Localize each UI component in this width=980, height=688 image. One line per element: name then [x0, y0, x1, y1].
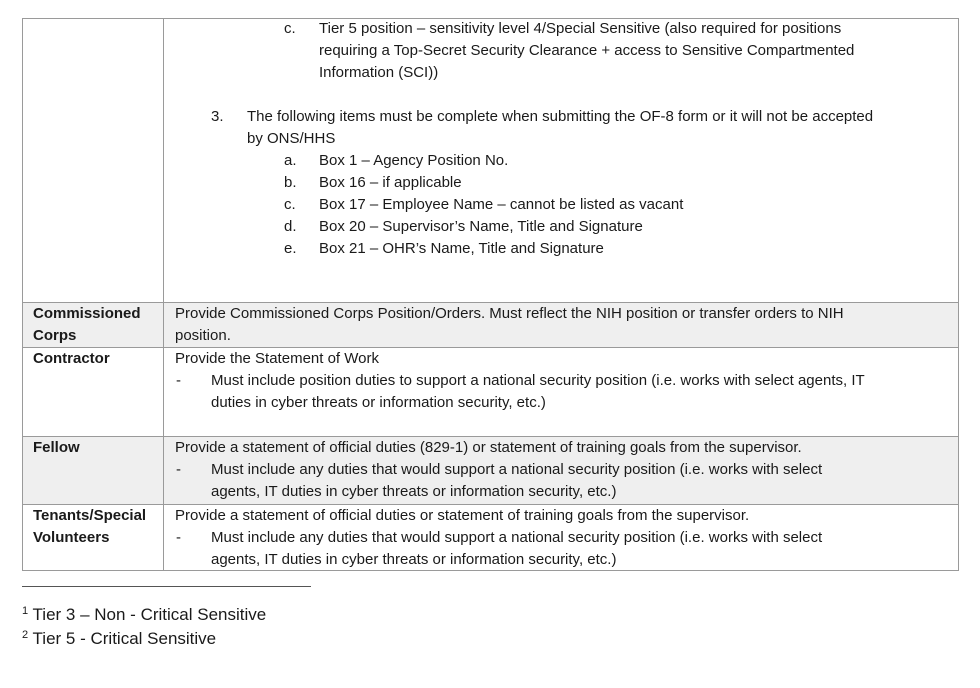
footnote-number: 2: [22, 629, 29, 641]
list-text: The following items must be complete when submitting the OF-8 form or it will not be accepted: [247, 108, 874, 125]
sublist-text: Box 16 – if applicable: [319, 174, 462, 191]
row-label: Contractor: [33, 350, 110, 367]
row-text: Provide a statement of official duties (829-1) or statement of training goals from the supervisor.: [175, 439, 802, 456]
list-text: by ONS/HHS: [247, 130, 336, 147]
bullet-text: duties in cyber threats or information security, etc.): [211, 394, 546, 411]
sublist-text: Box 20 – Supervisor’s Name, Title and Signature: [319, 218, 643, 235]
footnote-text: Tier 3 – Non - Critical Sensitive: [32, 605, 267, 624]
list-text: requiring a Top-Secret Security Clearance + access to Sensitive Compartmented: [319, 42, 855, 59]
list-text: Information (SCI)): [319, 64, 439, 81]
row-divider: [22, 347, 959, 348]
table-right-border: [958, 18, 959, 571]
list-text: Tier 5 position – sensitivity level 4/Special Sensitive (also required for positions: [319, 20, 842, 37]
footnote: [22, 623, 216, 651]
row-label: Tenants/Special: [33, 507, 147, 524]
bullet-dash: -: [176, 372, 181, 389]
list-marker: c.: [284, 20, 296, 37]
row-text: Provide the Statement of Work: [175, 350, 379, 367]
sublist-marker: b.: [284, 174, 297, 191]
sublist-marker: e.: [284, 240, 297, 257]
footnote-text: Tier 5 - Critical Sensitive: [32, 629, 217, 648]
row-text: position.: [175, 327, 231, 344]
bullet-text: Must include any duties that would support a national security position (i.e. works with select: [211, 461, 823, 478]
bullet-dash: -: [176, 529, 181, 546]
bullet-text: Must include any duties that would support a national security position (i.e. works with select: [211, 529, 823, 546]
footnote-separator: [22, 586, 311, 587]
bullet-text: agents, IT duties in cyber threats or information security, etc.): [211, 551, 617, 568]
sublist-marker: c.: [284, 196, 296, 213]
row-label: Corps: [33, 327, 77, 344]
footnote-number: 1: [22, 605, 29, 617]
row-text: Provide Commissioned Corps Position/Orders. Must reflect the NIH position or transfer orders to NIH: [175, 305, 844, 322]
row-text: Provide a statement of official duties or statement of training goals from the supervisor.: [175, 507, 750, 524]
row-label: Commissioned: [33, 305, 141, 322]
sublist-marker: a.: [284, 152, 297, 169]
bullet-text: agents, IT duties in cyber threats or information security, etc.): [211, 483, 617, 500]
sublist-text: Box 17 – Employee Name – cannot be listed as vacant: [319, 196, 684, 213]
bullet-text: Must include position duties to support a national security position (i.e. works with select agents, IT: [211, 372, 865, 389]
table-left-border: [22, 18, 23, 571]
bullet-dash: -: [176, 461, 181, 478]
sublist-text: Box 1 – Agency Position No.: [319, 152, 509, 169]
row-label: Volunteers: [33, 529, 110, 546]
list-number: 3.: [211, 108, 224, 125]
sublist-marker: d.: [284, 218, 297, 235]
row-label: Fellow: [33, 439, 80, 456]
sublist-text: Box 21 – OHR’s Name, Title and Signature: [319, 240, 604, 257]
table-column-divider: [163, 18, 164, 571]
